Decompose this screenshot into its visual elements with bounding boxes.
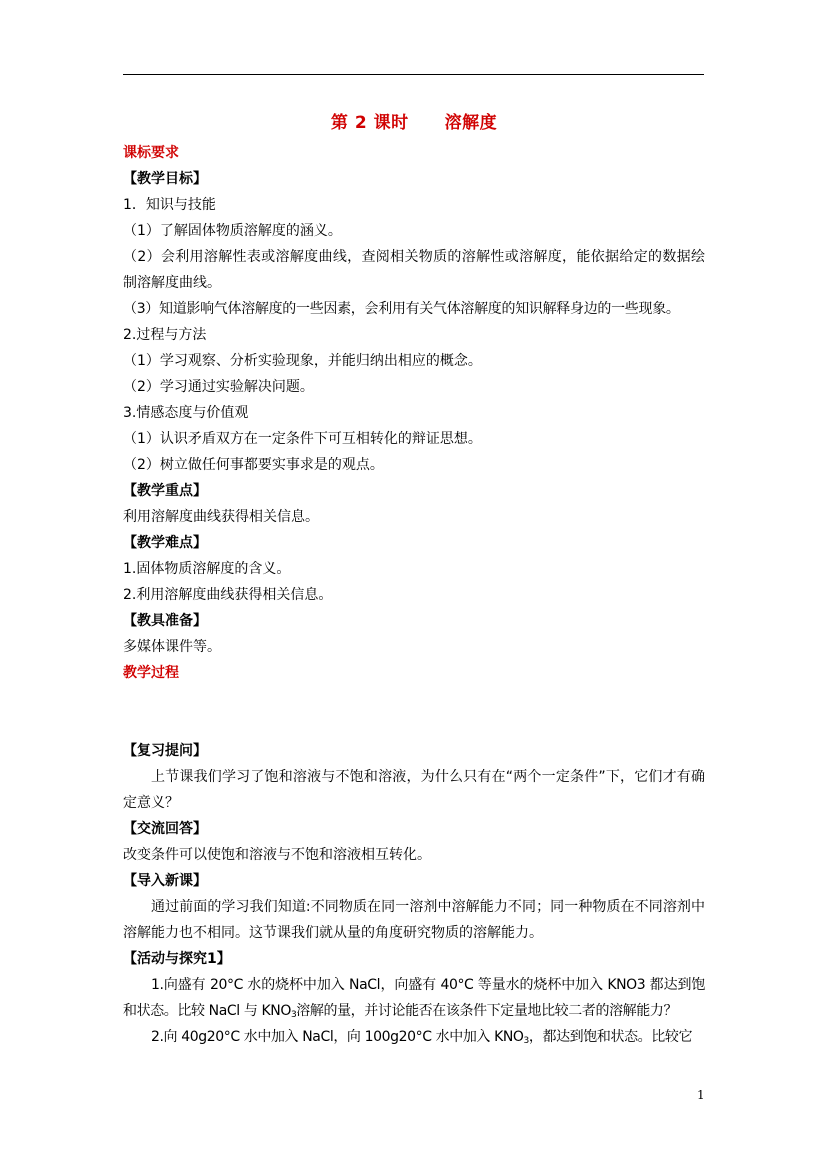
goal2-heading: 2.过程与方法	[123, 327, 207, 343]
intro-text: 通过前面的学习我们知道:不同物质在同一溶剂中溶解能力不同；同一种物质在不同溶剂中溶解能力也不相同。这节课我们就从量的角度研究物质的溶解能力。	[123, 899, 705, 941]
activity-item-1-text-b: 溶解的量，并讨论能否在该条件下定量地比较二者的溶解能力？	[296, 1003, 678, 1019]
header-rule	[123, 74, 704, 75]
goal1-item: （2）会利用溶解性表或溶解度曲线，查阅相关物质的溶解性或溶解度，能依据给定的数据绘制溶解度曲线。	[123, 249, 705, 291]
answer-text: 改变条件可以使饱和溶液与不饱和溶液相互转化。	[123, 847, 431, 863]
goal3-heading: 3.情感态度与价值观	[123, 405, 249, 421]
title-topic: 溶解度	[444, 113, 498, 133]
curriculum-heading: 课标要求	[123, 145, 179, 161]
activity-item-2-text-b: ，都达到饱和状态。比较它	[528, 1029, 693, 1045]
goal2-item: （2）学习通过实验解决问题。	[123, 379, 314, 395]
difficulty-item: 2.利用溶解度曲线获得相关信息。	[123, 587, 333, 603]
title-lesson: 第 2 课时	[330, 113, 409, 133]
activity-item-1	[123, 972, 705, 1024]
goal3-item: （1）认识矛盾双方在一定条件下可互相转化的辩证思想。	[123, 431, 482, 447]
activity-item-2-text-a: 2.向 40g20°C 水中加入 NaCl，向 100g20°C 水中加入 KNO	[151, 1029, 524, 1045]
page-title	[123, 108, 705, 138]
document-body	[123, 108, 705, 1050]
tools-heading: 【教具准备】	[123, 613, 207, 629]
activity-item-2-subscript: 3	[523, 1036, 529, 1046]
goal1-heading: 1．知识与技能	[123, 197, 216, 213]
process-heading: 教学过程	[123, 665, 179, 681]
review-text: 上节课我们学习了饱和溶液与不饱和溶液，为什么只有在“两个一定条件”下，它们才有确定意义？	[123, 769, 705, 811]
review-heading: 【复习提问】	[123, 743, 207, 759]
goal1-item: （3）知道影响气体溶解度的一些因素，会利用有关气体溶解度的知识解释身边的一些现象。	[123, 301, 680, 317]
intro-heading: 【导入新课】	[123, 873, 207, 889]
key-point-text: 利用溶解度曲线获得相关信息。	[123, 509, 319, 525]
activity-heading: 【活动与探究1】	[123, 951, 231, 967]
difficulty-heading: 【教学难点】	[123, 535, 207, 551]
answer-heading: 【交流回答】	[123, 821, 207, 837]
page-number: 1	[697, 1088, 705, 1102]
goal2-item: （1）学习观察、分析实验现象，并能归纳出相应的概念。	[123, 353, 482, 369]
activity-item-2	[123, 1024, 705, 1050]
tools-text: 多媒体课件等。	[123, 639, 221, 655]
difficulty-item: 1.固体物质溶解度的含义。	[123, 561, 291, 577]
key-point-heading: 【教学重点】	[123, 483, 207, 499]
goals-heading: 【教学目标】	[123, 171, 207, 187]
activity-item-1-text-a: 1.向盛有 20°C 水的烧杯中加入 NaCl，向盛有 40°C 等量水的烧杯中加入 KNO3 都达到饱和状态。比较 NaCl 与 KNO	[123, 977, 705, 1019]
goal3-item: （2）树立做任何事都要实事求是的观点。	[123, 457, 384, 473]
goal1-item: （1）了解固体物质溶解度的涵义。	[123, 223, 342, 239]
activity-item-1-subscript: 3	[290, 1010, 297, 1020]
